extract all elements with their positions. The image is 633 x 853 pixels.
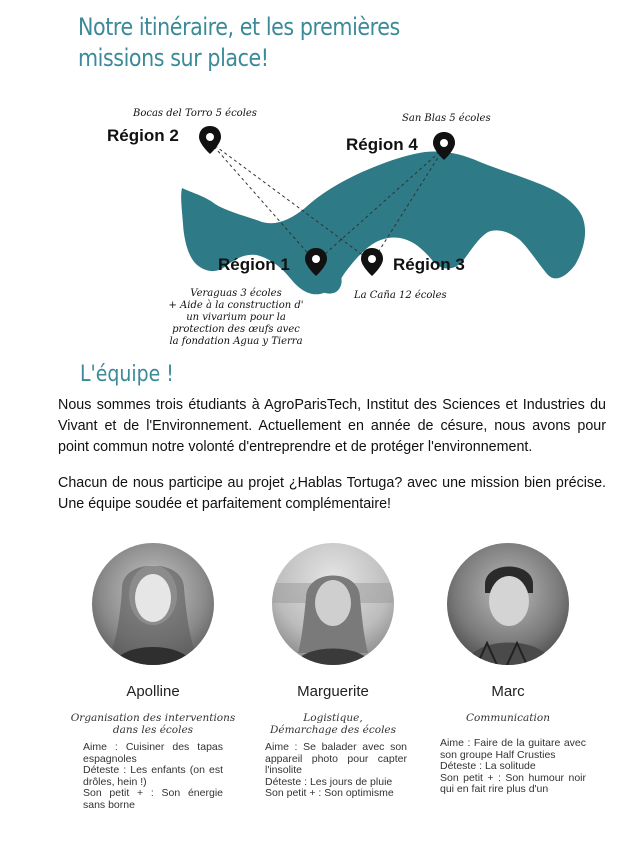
page-title: Notre itinéraire, et les premières missions sur place! [78, 13, 400, 72]
map-shape [0, 100, 633, 360]
member-name: Marguerite [297, 683, 369, 700]
member-details: Aime : Cuisiner des tapas espagnoles Déteste : Les enfants (on est drôles, hein !) Son petit + : Son énergie sans borne [83, 741, 223, 811]
region3-label: Région 3 [393, 255, 465, 274]
portrait-icon [92, 543, 214, 665]
team-title: L'équipe ! [80, 362, 174, 387]
region1-note: Veraguas 3 écoles + Aide à la construction d' un vivarium pour la protection des œufs avec la fondation Agua y Tierra [168, 288, 304, 347]
member-name: Marc [491, 683, 525, 700]
member-name: Apolline [126, 683, 180, 700]
region4-label: Région 4 [346, 135, 418, 154]
member-role: Organisation des interventions dans les écoles [70, 712, 236, 736]
region4-note: San Blas 5 écoles [402, 113, 491, 124]
team-paragraph-2: Chacun de nous participe au projet ¿Hablas Tortuga? avec une mission bien précise. Une équipe soudée et parfaitement complémentaire! [58, 475, 606, 512]
avatar [272, 543, 394, 665]
pin-icon [199, 126, 221, 154]
member-card-marc [418, 543, 598, 796]
member-card-marguerite [243, 543, 423, 800]
pin-icon [361, 248, 383, 276]
avatar [92, 543, 214, 665]
region3-note: La Caña 12 écoles [354, 290, 447, 301]
panama-map [0, 100, 633, 360]
region2-label: Région 2 [107, 126, 179, 145]
portrait-icon [447, 543, 569, 665]
member-role: Communication [466, 712, 550, 724]
region1-label: Région 1 [218, 255, 290, 274]
region2-note: Bocas del Torro 5 écoles [133, 108, 257, 119]
member-card-apolline [63, 543, 243, 811]
team-paragraph-1: Nous sommes trois étudiants à AgroParisTech, Institut des Sciences et Industries du Vivant et de l'Environnement. Actuellement en année de césure, nous avons pour point commun notre volonté d'entreprendre et de protéger l'environnement. [58, 397, 606, 455]
member-details: Aime : Se balader avec son appareil photo pour capter l'insolite Déteste : Les jours de pluie Son petit + : Son optimisme [265, 741, 407, 799]
member-role: Logistique, Démarchage des écoles [269, 712, 397, 736]
portrait-icon [272, 543, 394, 665]
avatar [447, 543, 569, 665]
member-details: Aime : Faire de la guitare avec son groupe Half Crusties Déteste : La solitude Son petit + : Son humour noir qui en fait rire plus d'un [440, 737, 586, 795]
